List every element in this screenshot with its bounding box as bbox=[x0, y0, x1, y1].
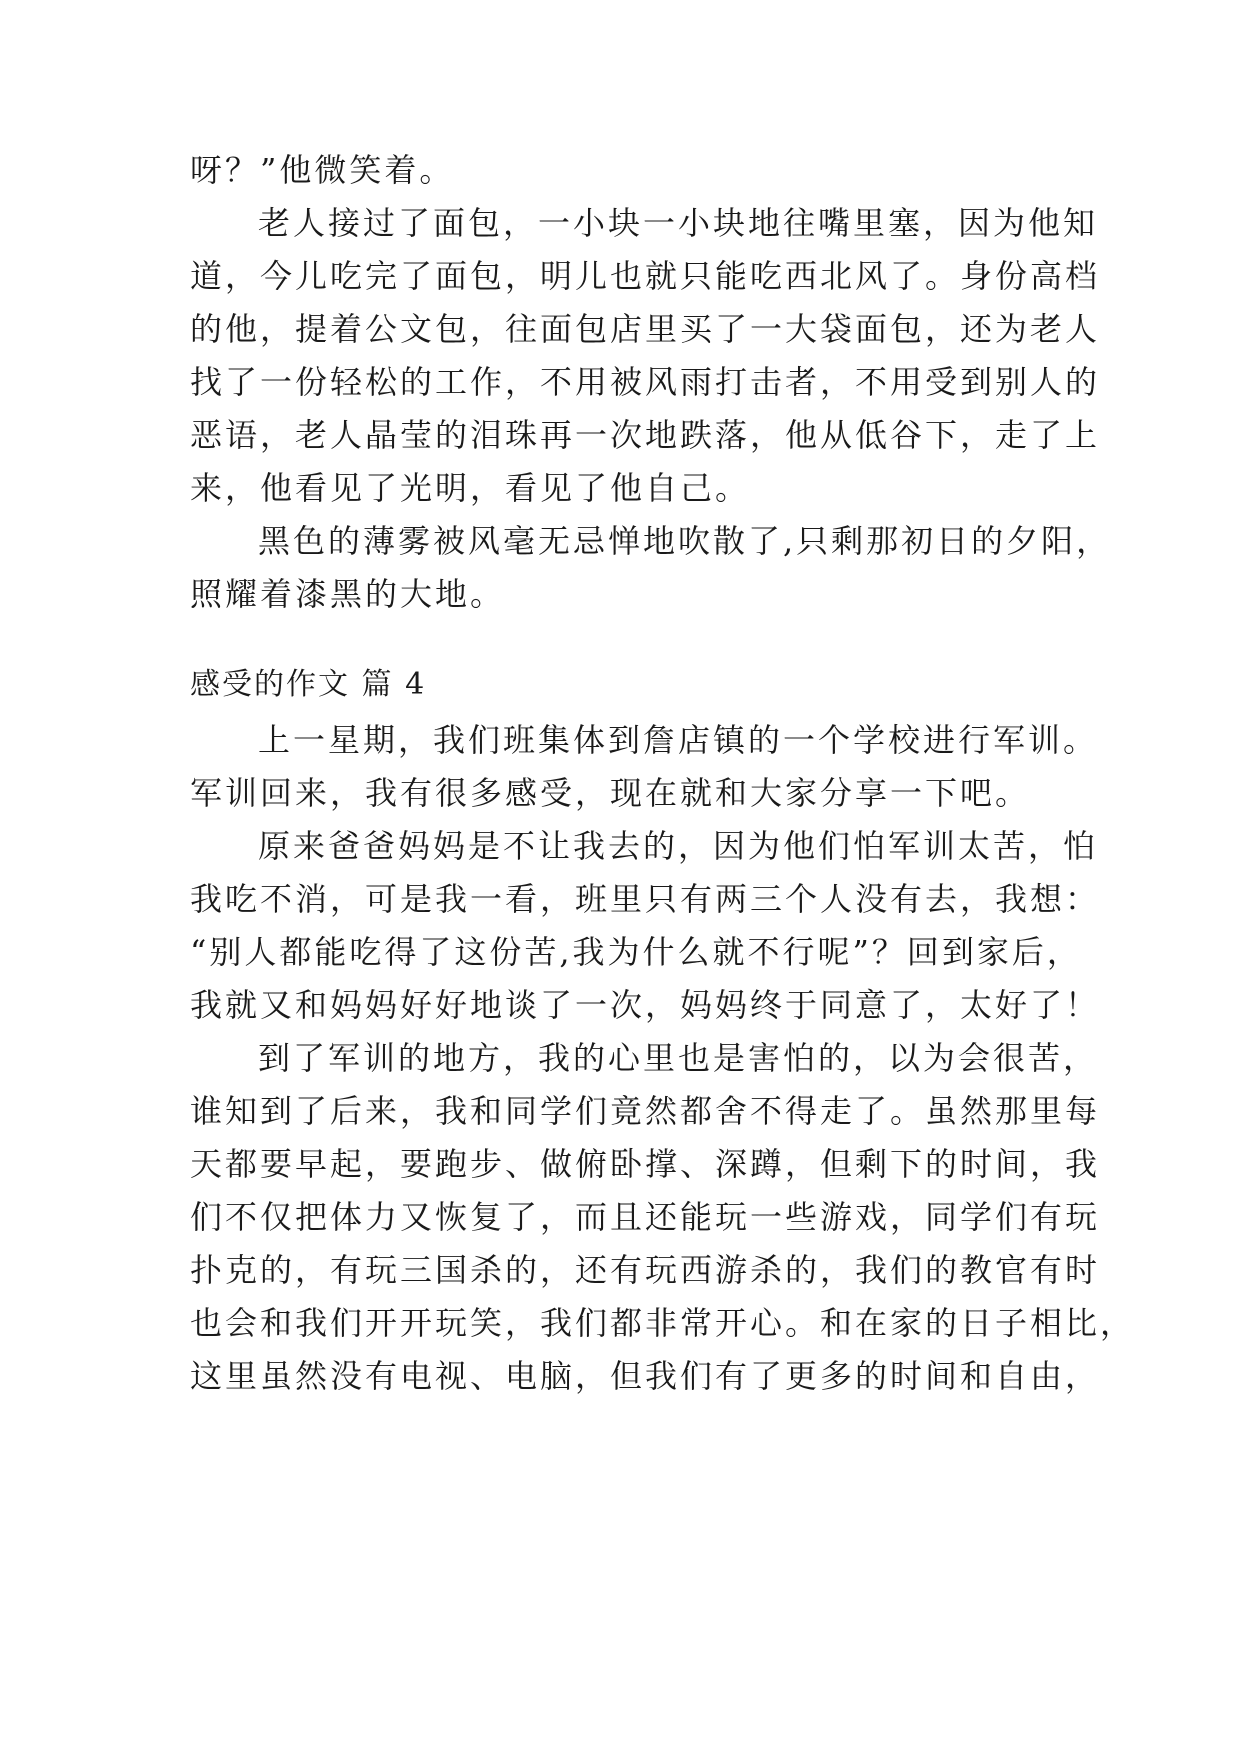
text-line: 的他，提着公文包，往面包店里买了一大袋面包，还为老人 bbox=[190, 310, 1101, 348]
text-line: 恶语，老人晶莹的泪珠再一次地跌落，他从低谷下，走了上 bbox=[190, 416, 1101, 454]
text-line: 照耀着漆黑的大地。 bbox=[190, 575, 506, 613]
text-line: 军训回来，我有很多感受，现在就和大家分享一下吧。 bbox=[190, 774, 1031, 812]
text-line: 呀？”他微笑着。 bbox=[190, 151, 455, 189]
text-line: “别人都能吃得了这份苦,我为什么就不行呢”？回到家后， bbox=[190, 933, 1082, 971]
paragraph-first-line: 黑色的薄雾被风毫无忌惮地吹散了,只剩那初日的夕阳， bbox=[258, 522, 1112, 560]
text-line: 找了一份轻松的工作，不用被风雨打击者，不用受到别人的 bbox=[190, 363, 1101, 401]
text-line: 也会和我们开开玩笑，我们都非常开心。和在家的日子相比， bbox=[190, 1304, 1136, 1342]
text-line: 天都要早起，要跑步、做俯卧撑、深蹲，但剩下的时间，我 bbox=[190, 1145, 1101, 1183]
text-line: 们不仅把体力又恢复了，而且还能玩一些游戏，同学们有玩 bbox=[190, 1198, 1101, 1236]
paragraph-first-line: 上一星期，我们班集体到詹店镇的一个学校进行军训。 bbox=[258, 721, 1099, 759]
text-line: 这里虽然没有电视、电脑，但我们有了更多的时间和自由， bbox=[190, 1357, 1101, 1395]
paragraph-first-line: 老人接过了面包，一小块一小块地往嘴里塞，因为他知 bbox=[258, 204, 1099, 242]
text-line: 道，今儿吃完了面包，明儿也就只能吃西北风了。身份高档 bbox=[190, 257, 1101, 295]
paragraph-first-line: 原来爸爸妈妈是不让我去的，因为他们怕军训太苦，怕 bbox=[258, 827, 1099, 865]
text-line: 扑克的，有玩三国杀的，还有玩西游杀的，我们的教官有时 bbox=[190, 1251, 1101, 1289]
section-heading: 感受的作文 篇 4 bbox=[190, 667, 427, 702]
text-line: 谁知到了后来，我和同学们竟然都舍不得走了。虽然那里每 bbox=[190, 1092, 1101, 1130]
text-line: 我吃不消，可是我一看，班里只有两三个人没有去，我想： bbox=[190, 880, 1101, 918]
text-line: 来，他看见了光明，看见了他自己。 bbox=[190, 469, 751, 507]
text-line: 我就又和妈妈好好地谈了一次，妈妈终于同意了，太好了！ bbox=[190, 986, 1101, 1024]
paragraph-first-line: 到了军训的地方，我的心里也是害怕的，以为会很苦， bbox=[258, 1039, 1099, 1077]
